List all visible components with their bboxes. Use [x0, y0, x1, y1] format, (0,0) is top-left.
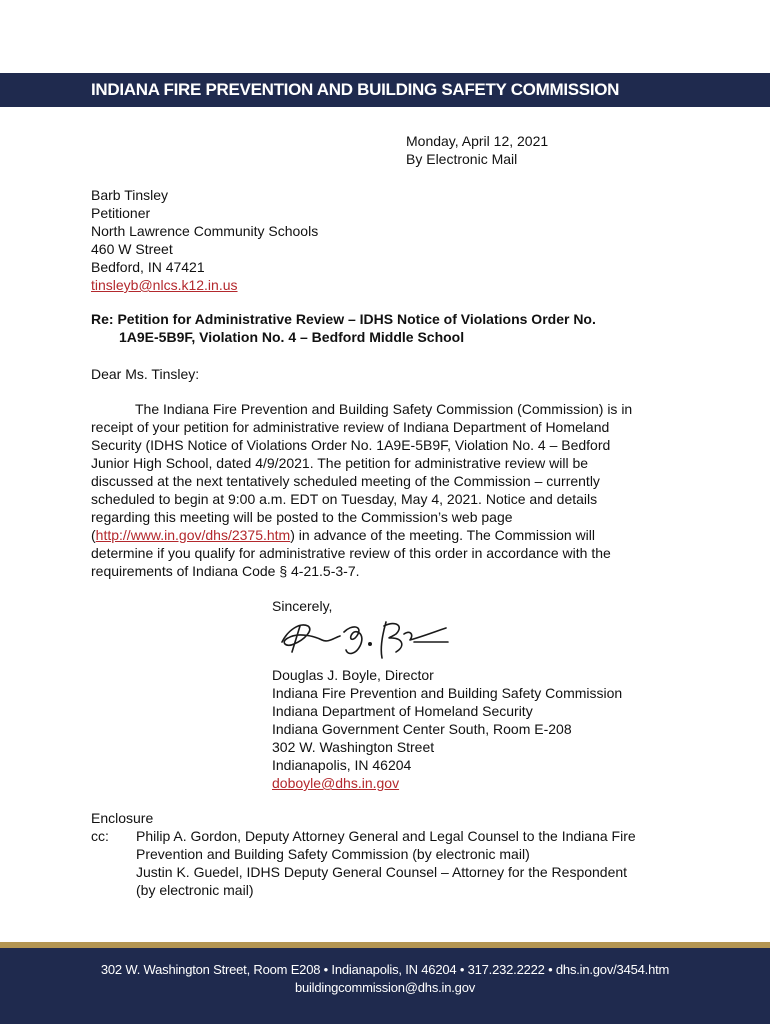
body-line: requirements of Indiana Code § 4-21.5-3-7. [91, 563, 360, 579]
recipient-city: Bedford, IN 47421 [91, 259, 205, 275]
footer-band [0, 948, 770, 1024]
recipient-name: Barb Tinsley [91, 187, 169, 203]
signer-org-1: Indiana Fire Prevention and Building Safety Commission [272, 685, 623, 701]
dateline [406, 132, 548, 168]
signature-image [274, 612, 454, 664]
cc-list [136, 827, 636, 899]
subject-line [91, 310, 596, 346]
cc-line: Prevention and Building Safety Commission (by electronic mail) [136, 846, 530, 862]
recipient-address [91, 186, 318, 294]
body-line: determine if you qualify for administrative review of this order in accordance with the [91, 545, 611, 561]
letter-body [91, 400, 632, 580]
footer-email: buildingcommission@dhs.in.gov [294, 980, 476, 995]
recipient-org: North Lawrence Community Schools [91, 223, 319, 239]
cc-line: (by electronic mail) [136, 882, 254, 898]
recipient-street: 460 W Street [91, 241, 173, 257]
commission-webpage-link[interactable]: http://www.in.gov/dhs/2375.htm [95, 527, 291, 543]
subject-line-1: Re: Petition for Administrative Review – IDHS Notice of Violations Order No. [91, 311, 596, 327]
subject-line-2: 1A9E-5B9F, Violation No. 4 – Bedford Middle School [119, 329, 465, 345]
body-line: discussed at the next tentatively scheduled meeting of the Commission – currently [91, 473, 600, 489]
body-line: scheduled to begin at 9:00 a.m. EDT on Tuesday, May 4, 2021. Notice and details [91, 491, 598, 507]
body-line: Junior High School, dated 4/9/2021. The petition for administrative review will be [91, 455, 589, 471]
cc-line: Philip A. Gordon, Deputy Attorney General and Legal Counsel to the Indiana Fire [136, 828, 636, 844]
signer-org-2: Indiana Department of Homeland Security [272, 703, 533, 719]
body-line [91, 526, 632, 544]
signer-city: Indianapolis, IN 46204 [272, 757, 412, 773]
body-line: The Indiana Fire Prevention and Building Safety Commission (Commission) is in [135, 401, 633, 417]
body-line-rest: ) in advance of the meeting. The Commission will [290, 527, 596, 543]
body-line: Security (IDHS Notice of Violations Order No. 1A9E-5B9F, Violation No. 4 – Bedford [91, 437, 611, 453]
signer-name: Douglas J. Boyle, Director [272, 667, 434, 683]
salutation: Dear Ms. Tinsley: [91, 366, 200, 382]
body-line: regarding this meeting will be posted to the Commission’s web page [91, 509, 513, 525]
signer-building: Indiana Government Center South, Room E-208 [272, 721, 572, 737]
letter-date: Monday, April 12, 2021 [406, 133, 549, 149]
enclosure-note: Enclosure [91, 810, 154, 826]
cc-line: Justin K. Guedel, IDHS Deputy General Counsel – Attorney for the Respondent [136, 864, 628, 880]
body-line: receipt of your petition for administrative review of Indiana Department of Homeland [91, 419, 610, 435]
header-band [0, 73, 770, 107]
signer-email-link[interactable]: doboyle@dhs.in.gov [272, 775, 400, 791]
signer-street: 302 W. Washington Street [272, 739, 435, 755]
cc-label: cc: [91, 828, 109, 844]
footer-address: 302 W. Washington Street, Room E208 • Indianapolis, IN 46204 • 317.232.2222 • dhs.in.gov/3454.htm [100, 962, 670, 977]
signature-block [272, 666, 622, 792]
delivery-method: By Electronic Mail [406, 151, 518, 167]
recipient-email-link[interactable]: tinsleyb@nlcs.k12.in.us [91, 277, 238, 293]
recipient-role: Petitioner [91, 205, 151, 221]
letterhead-title: INDIANA FIRE PREVENTION AND BUILDING SAFETY COMMISSION [91, 80, 620, 99]
paren-open: ( [91, 527, 96, 543]
closing: Sincerely, [272, 598, 333, 614]
